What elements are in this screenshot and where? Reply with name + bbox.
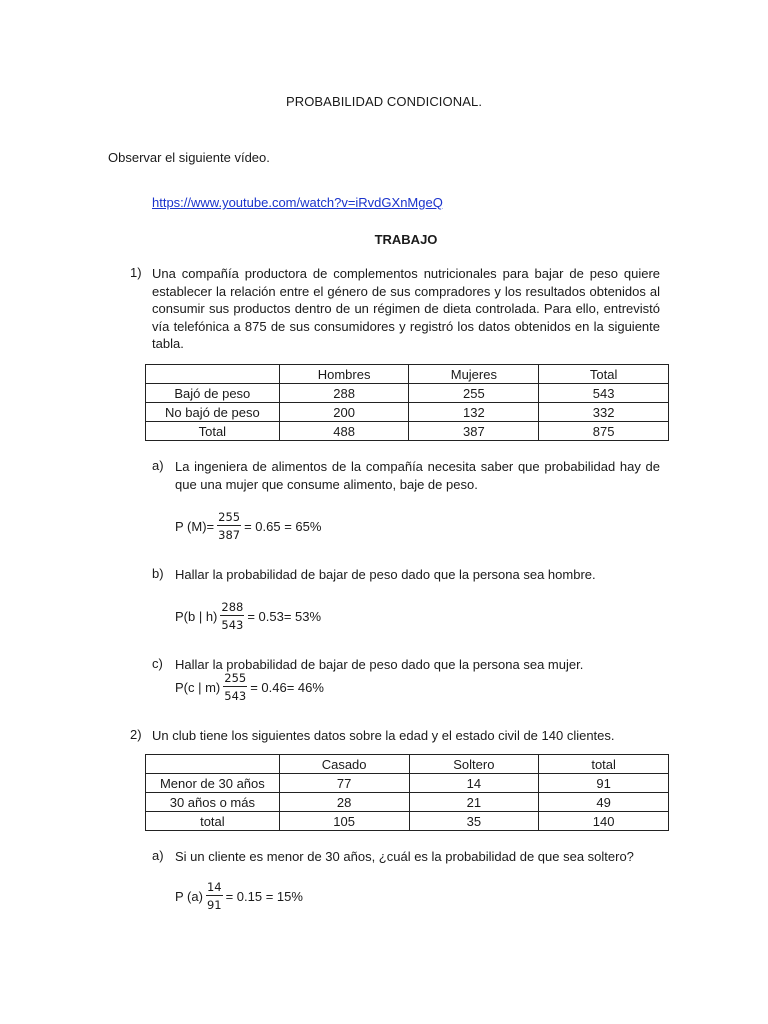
- video-link[interactable]: https://www.youtube.com/watch?v=iRvdGXnMgeQ: [152, 195, 443, 210]
- formula-1b: [175, 600, 321, 632]
- table-row: [146, 403, 669, 422]
- fraction-denominator: 543: [221, 618, 244, 632]
- table-cell: Menor de 30 años: [146, 774, 280, 793]
- section-heading: TRABAJO: [374, 232, 438, 247]
- formula-prefix: P(b | h): [175, 608, 218, 624]
- item-1c-letter: c): [152, 656, 163, 671]
- table-header-cell: Mujeres: [409, 365, 539, 384]
- item-1b-letter: b): [152, 566, 164, 581]
- table-cell: 488: [279, 422, 409, 441]
- question-1-text: Una compañía productora de complementos nutricionales para bajar de peso quiere establecer la relación entre el género de sus compradores y los resultados obtenidos al consumir sus productos dentro de un régimen de dieta controlada. Para ello, entrevistó vía telefónica a 875 de sus consumidores y registró los datos obtenidos en la siguiente tabla.: [152, 266, 660, 351]
- question-2-text: Un club tiene los siguientes datos sobre la edad y el estado civil de 140 clientes.: [152, 728, 615, 743]
- table-1: [145, 364, 669, 441]
- fraction: [223, 671, 247, 703]
- item-1c-text: Hallar la probabilidad de bajar de peso dado que la persona sea mujer.: [175, 657, 584, 672]
- table-cell: 21: [409, 793, 539, 812]
- table-cell: 14: [409, 774, 539, 793]
- item-2a-letter: a): [152, 848, 164, 863]
- fraction: [217, 510, 241, 542]
- formula-1c: [175, 671, 324, 703]
- table-header-cell: Soltero: [409, 755, 539, 774]
- question-1-number: 1): [130, 265, 142, 280]
- table-cell: 132: [409, 403, 539, 422]
- table-cell: 332: [539, 403, 669, 422]
- table-cell: 140: [539, 812, 669, 831]
- formula-result: = 0.46= 46%: [250, 679, 324, 695]
- fraction-numerator: 14: [206, 880, 222, 894]
- page-title: PROBABILIDAD CONDICIONAL.: [285, 94, 483, 109]
- table-cell: 35: [409, 812, 539, 831]
- table-header-cell: total: [539, 755, 669, 774]
- table-2: [145, 754, 669, 831]
- table-cell: total: [146, 812, 280, 831]
- table-cell: 28: [279, 793, 409, 812]
- fraction-denominator: 543: [224, 689, 247, 703]
- fraction-numerator: 288: [221, 600, 244, 614]
- intro-text: Observar el siguiente vídeo.: [108, 150, 270, 165]
- item-1a-text: La ingeniera de alimentos de la compañía necesita saber que probabilidad hay de que una mujer que consume alimento, baje de peso.: [175, 459, 660, 492]
- table-row: [146, 422, 669, 441]
- table-cell: 77: [279, 774, 409, 793]
- formula-prefix: P (M)=: [175, 518, 215, 534]
- table-cell: 543: [539, 384, 669, 403]
- table-header-cell: [146, 365, 280, 384]
- fraction-numerator: 255: [218, 510, 241, 524]
- table-row: [146, 774, 669, 793]
- table-row: [146, 384, 669, 403]
- table-cell: 200: [279, 403, 409, 422]
- table-cell: 105: [279, 812, 409, 831]
- formula-prefix: P(c | m): [175, 679, 221, 695]
- table-header-row: [146, 365, 669, 384]
- table-cell: 49: [539, 793, 669, 812]
- formula-2a: [175, 880, 303, 912]
- formula-result: = 0.53= 53%: [247, 608, 322, 624]
- item-1a-letter: a): [152, 458, 164, 473]
- table-header-cell: Hombres: [279, 365, 409, 384]
- fraction-numerator: 255: [224, 671, 247, 685]
- table-header-cell: Total: [539, 365, 669, 384]
- table-cell: Total: [146, 422, 280, 441]
- table-header-row: [146, 755, 669, 774]
- table-cell: 875: [539, 422, 669, 441]
- table-header-cell: Casado: [279, 755, 409, 774]
- fraction-denominator: 91: [206, 898, 222, 912]
- table-row: [146, 793, 669, 812]
- table-cell: 91: [539, 774, 669, 793]
- table-cell: No bajó de peso: [146, 403, 280, 422]
- table-row: [146, 812, 669, 831]
- item-1b-text: Hallar la probabilidad de bajar de peso dado que la persona sea hombre.: [175, 567, 596, 582]
- table-cell: Bajó de peso: [146, 384, 280, 403]
- table-cell: 255: [409, 384, 539, 403]
- formula-prefix: P (a): [175, 888, 203, 904]
- formula-result: = 0.65 = 65%: [244, 518, 322, 534]
- formula-result: = 0.15 = 15%: [225, 888, 303, 904]
- item-2a-text: Si un cliente es menor de 30 años, ¿cuál es la probabilidad de que sea soltero?: [175, 849, 634, 864]
- fraction: [220, 600, 244, 632]
- question-2-number: 2): [130, 727, 142, 742]
- formula-1a: [175, 510, 321, 542]
- table-cell: 288: [279, 384, 409, 403]
- table-header-cell: [146, 755, 280, 774]
- fraction-denominator: 387: [218, 528, 241, 542]
- table-cell: 30 años o más: [146, 793, 280, 812]
- table-cell: 387: [409, 422, 539, 441]
- fraction: [206, 880, 223, 912]
